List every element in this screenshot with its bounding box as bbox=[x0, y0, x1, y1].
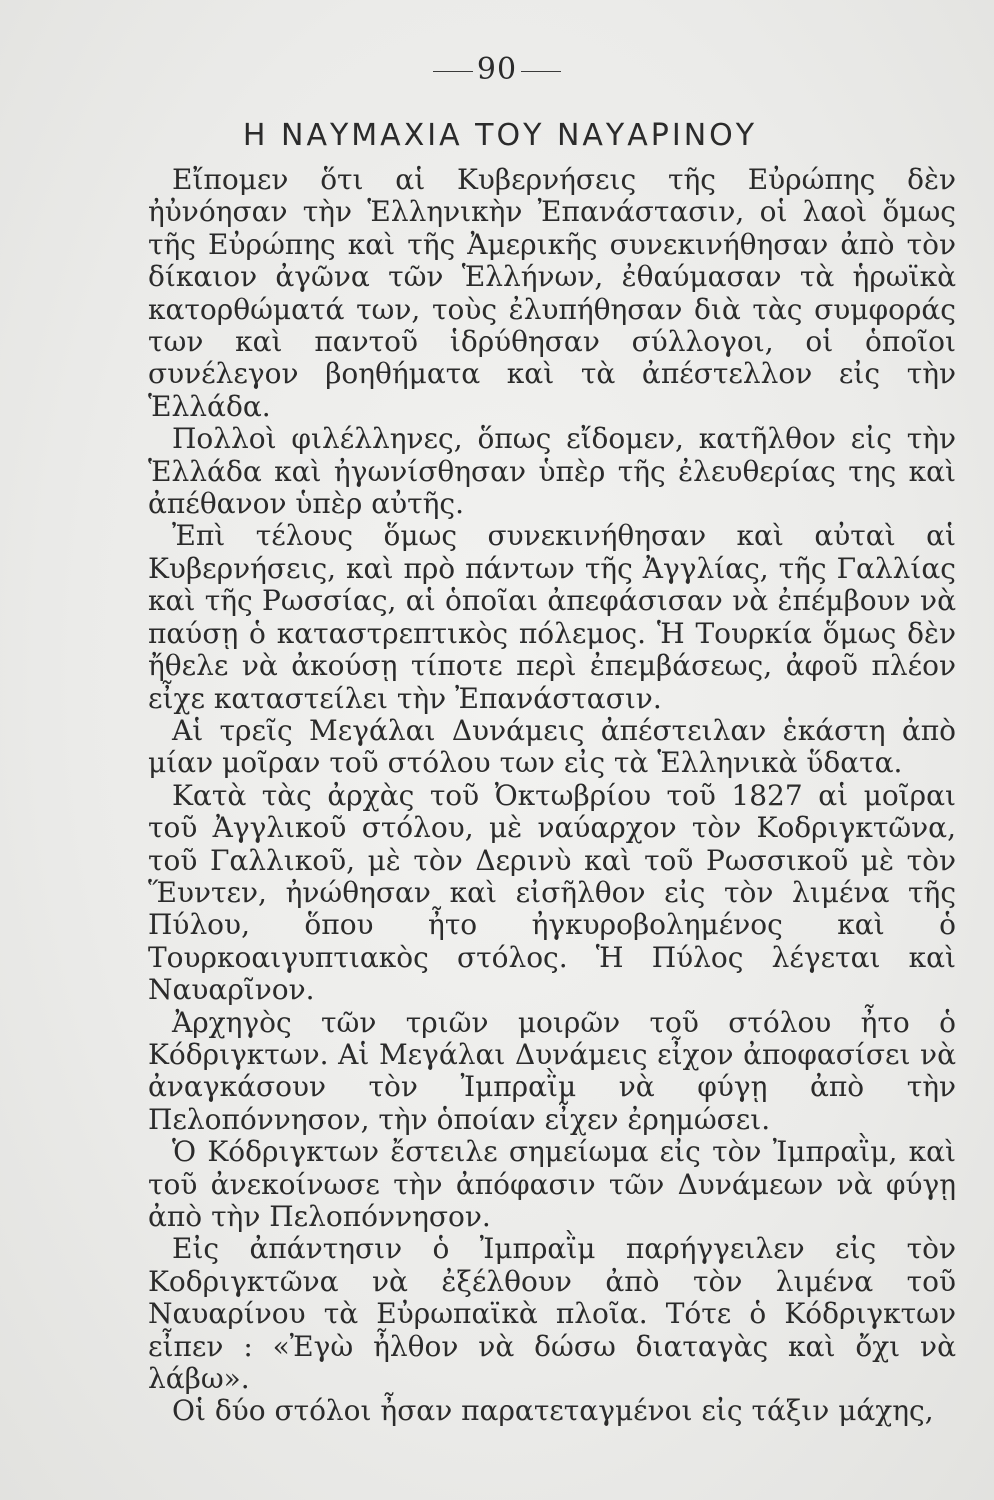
page-number-dash-left bbox=[433, 71, 473, 72]
paragraph-2: Πολλοὶ φιλέλληνες, ὅπως εἴδομεν, κατῆλθον εἰς τὴν Ἑλλάδα καὶ ἠγωνίσθησαν ὑπὲρ τῆς ἐλευθερίας της καὶ ἀπέθανον ὑπὲρ αὐτῆς. bbox=[148, 422, 956, 521]
body-text bbox=[148, 164, 956, 1428]
paragraph-7: Ὁ Κόδριγκτων ἔστειλε σημείωμα εἰς τὸν Ἰμπραῒμ, καὶ τοῦ ἀνεκοίνωσε τὴν ἀπόφασιν τῶν Δυνάμεων νὰ φύγῃ ἀπὸ τὴν Πελοπόννησον. bbox=[148, 1135, 956, 1233]
paragraph-8: Εἰς ἀπάντησιν ὁ Ἰμπραῒμ παρήγγειλεν εἰς τὸν Κοδριγκτῶνα νὰ ἐξέλθουν ἀπὸ τὸν λιμένα τοῦ Ναυαρίνου τὰ Εὐρωπαϊκὰ πλοῖα. Τότε ὁ Κόδριγκτων εἶπεν : «Ἐγὼ ἦλθον νὰ δώσω διαταγὰς καὶ ὄχι νὰ λάβω». bbox=[148, 1232, 956, 1396]
paragraph-1: Εἴπομεν ὅτι αἱ Κυβερνήσεις τῆς Εὐρώπης δὲν ἠὐνόησαν τὴν Ἑλληνικὴν Ἐπανάστασιν, οἱ λαοὶ ὅμως τῆς Εὐρώπης καὶ τῆς Ἀμερικῆς συνεκινήθησαν ἀπὸ τὸν δίκαιον ἀγῶνα τῶν Ἑλλήνων, ἐθαύμασαν τὰ ἡρωϊκὰ κατορθώματά των, τοὺς ἐλυπήθησαν διὰ τὰς συμφοράς των καὶ παντοῦ ἱδρύθησαν σύλλογοι, οἱ ὁποῖοι συνέλεγον βοηθήματα καὶ τὰ ἀπέστελλον εἰς τὴν Ἑλλάδα. bbox=[148, 163, 956, 423]
page-number bbox=[0, 52, 994, 87]
page-number-dash-right bbox=[521, 71, 561, 72]
chapter-title: Η ΝΑΥΜΑΧΙΑ ΤΟΥ ΝΑΥΑΡΙΝΟΥ bbox=[242, 118, 758, 153]
paragraph-4: Αἱ τρεῖς Μεγάλαι Δυνάμεις ἀπέστειλαν ἑκάστη ἀπὸ μίαν μοῖραν τοῦ στόλου των εἰς τὰ Ἑλληνικὰ ὕδατα. bbox=[148, 713, 956, 780]
paragraph-9: Οἱ δύο στόλοι ἦσαν παρατεταγμένοι εἰς τάξιν μάχης, bbox=[172, 1394, 934, 1428]
paragraph-6: Ἀρχηγὸς τῶν τριῶν μοιρῶν τοῦ στόλου ἦτο ὁ Κόδριγκτων. Αἱ Μεγάλαι Δυνάμεις εἶχον ἀποφασίσει νὰ ἀναγκάσουν τὸν Ἰμπραῒμ νὰ φύγῃ ἀπὸ τὴν Πελοπόννησον, τὴν ὁποίαν εἶχεν ἐρημώσει. bbox=[148, 1005, 956, 1136]
page-number-value: 90 bbox=[476, 52, 518, 87]
paragraph-5: Κατὰ τὰς ἀρχὰς τοῦ Ὀκτωβρίου τοῦ 1827 αἱ μοῖραι τοῦ Ἀγγλικοῦ στόλου, μὲ ναύαρχον τὸν Κοδριγκτῶνα, τοῦ Γαλλικοῦ, μὲ τὸν Δερινὺ καὶ τοῦ Ρωσσικοῦ μὲ τὸν Ἕυντεν, ἠνώθησαν καὶ εἰσῆλθον εἰς τὸν λιμένα τῆς Πύλου, ὅπου ἦτο ἠγκυροβολημένος καὶ ὁ Τουρκοαιγυπτιακὸς στόλος. Ἡ Πύλος λέγεται καὶ Ναυαρῖνον. bbox=[148, 778, 956, 1007]
paragraph-3: Ἐπὶ τέλους ὅμως συνεκινήθησαν καὶ αὐταὶ αἱ Κυβερνήσεις, καὶ πρὸ πάντων τῆς Ἀγγλίας, τῆς Γαλλίας καὶ τῆς Ρωσσίας, αἱ ὁποῖαι ἀπεφάσισαν νὰ ἐπέμβουν νὰ παύσῃ ὁ καταστρεπτικὸς πόλεμος. Ἡ Τουρκία ὅμως δὲν ἤθελε νὰ ἀκούσῃ τίποτε περὶ ἐπεμβάσεως, ἀφοῦ πλέον εἶχε καταστείλει τὴν Ἐπανάστασιν. bbox=[148, 519, 956, 715]
